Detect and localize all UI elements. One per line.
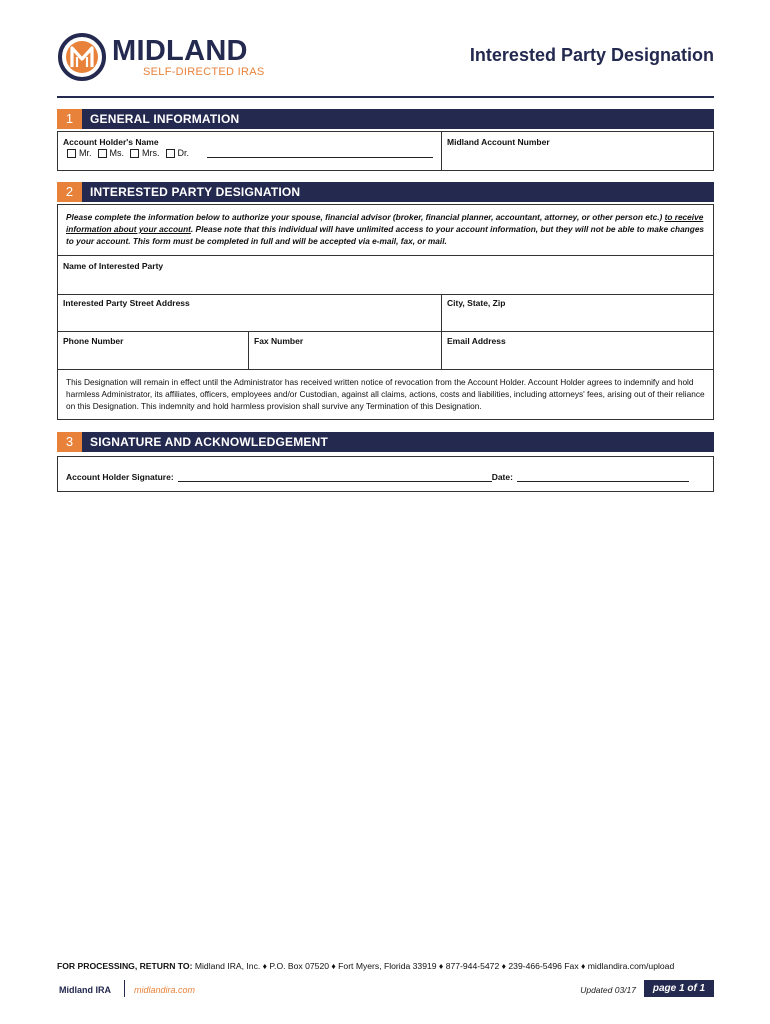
account-holder-name-field[interactable] bbox=[207, 149, 433, 158]
divider bbox=[248, 331, 249, 369]
header-rule bbox=[57, 96, 714, 98]
midland-logo bbox=[58, 33, 265, 81]
instructions-part-a: Please complete the information below to authorize your spouse, financial advisor (broker, financial planner, accountant, attorney, or other person etc.) bbox=[66, 212, 665, 222]
divider bbox=[58, 294, 713, 295]
interested-party-box bbox=[57, 204, 714, 420]
city-state-zip-label: City, State, Zip bbox=[447, 298, 506, 308]
instructions-part-b: . Please note that this individual will have unlimited access to your account information, but they will not be able to make changes to your account. This form must be completed in full and will be accepted via e-mail, fax, or mail. bbox=[66, 224, 705, 246]
return-label: FOR PROCESSING, RETURN TO: bbox=[57, 961, 193, 971]
section-3-title: SIGNATURE AND ACKNOWLEDGEMENT bbox=[90, 435, 329, 449]
salutation-label: Ms. bbox=[109, 148, 124, 158]
street-address-label: Interested Party Street Address bbox=[63, 298, 190, 308]
footer-url-link[interactable]: midlandira.com bbox=[134, 985, 196, 995]
section-1-title: GENERAL INFORMATION bbox=[90, 112, 240, 126]
general-information-box bbox=[57, 131, 714, 171]
signature-row bbox=[66, 472, 689, 482]
section-2-header bbox=[57, 182, 714, 202]
divider bbox=[441, 132, 442, 170]
checkbox[interactable] bbox=[67, 149, 76, 158]
account-holder-name-label: Account Holder's Name bbox=[63, 137, 159, 147]
checkbox[interactable] bbox=[130, 149, 139, 158]
section-3-number: 3 bbox=[57, 432, 82, 452]
date-field[interactable] bbox=[517, 473, 689, 482]
instructions-underlined: to receive information about your account bbox=[66, 212, 704, 234]
return-address bbox=[57, 961, 674, 971]
salutation-label: Mr. bbox=[79, 148, 92, 158]
interested-party-name-label: Name of Interested Party bbox=[63, 261, 164, 271]
salutation-label: Dr. bbox=[177, 148, 190, 158]
checkbox[interactable] bbox=[166, 149, 175, 158]
account-number-label: Midland Account Number bbox=[447, 137, 550, 147]
document-title: Interested Party Designation bbox=[469, 45, 714, 65]
salutation-ms[interactable] bbox=[98, 148, 125, 158]
return-text: Midland IRA, Inc. ♦ P.O. Box 07520 ♦ Fort Myers, Florida 33919 ♦ 877-944-5472 ♦ 239-466-5496 Fax ♦ midlandira.com/upload bbox=[192, 961, 675, 971]
updated-date: Updated 03/17 bbox=[580, 985, 636, 995]
salutation-mrs[interactable] bbox=[130, 148, 160, 158]
section-2-number: 2 bbox=[57, 182, 82, 202]
fax-number-label: Fax Number bbox=[254, 336, 304, 346]
date-label: Date: bbox=[491, 472, 513, 482]
salutation-mr[interactable] bbox=[67, 148, 92, 158]
page-footer bbox=[57, 980, 714, 998]
checkbox[interactable] bbox=[98, 149, 107, 158]
section-1-header bbox=[57, 109, 714, 129]
logo-tagline: SELF-DIRECTED IRAS bbox=[143, 65, 265, 78]
interested-party-name-field[interactable] bbox=[58, 256, 713, 293]
midland-logo-icon bbox=[58, 33, 106, 81]
section-2-title: INTERESTED PARTY DESIGNATION bbox=[90, 185, 301, 199]
salutation-group bbox=[67, 148, 433, 158]
footer-separator bbox=[124, 980, 125, 997]
divider bbox=[58, 331, 713, 332]
section-3-header bbox=[57, 432, 714, 452]
salutation-dr[interactable] bbox=[166, 148, 190, 158]
instructions-text bbox=[66, 211, 706, 247]
salutation-label: Mrs. bbox=[142, 148, 160, 158]
divider bbox=[441, 294, 442, 332]
page-number-badge: page 1 of 1 bbox=[644, 980, 714, 997]
signature-label: Account Holder Signature: bbox=[66, 472, 174, 482]
email-address-label: Email Address bbox=[447, 336, 506, 346]
logo-name: MIDLAND bbox=[112, 34, 248, 67]
indemnity-text: This Designation will remain in effect until the Administrator has received written notice of revocation from the Account Holder. Account Holder agrees to indemnify and hold harmless Administrator, its affiliates, officers, employees and/or Custodian, against all claims, actions, costs and liabilities, including attorneys' fees, arising out of their reliance on this Designation. This indemnity and hold harmless provision shall survive any Termination of this Designation. bbox=[66, 377, 705, 411]
phone-number-label: Phone Number bbox=[63, 336, 124, 346]
divider bbox=[441, 331, 442, 369]
signature-box bbox=[57, 456, 714, 492]
section-1-number: 1 bbox=[57, 109, 82, 129]
footer-brand: Midland IRA bbox=[59, 985, 111, 995]
signature-field[interactable] bbox=[178, 473, 492, 482]
